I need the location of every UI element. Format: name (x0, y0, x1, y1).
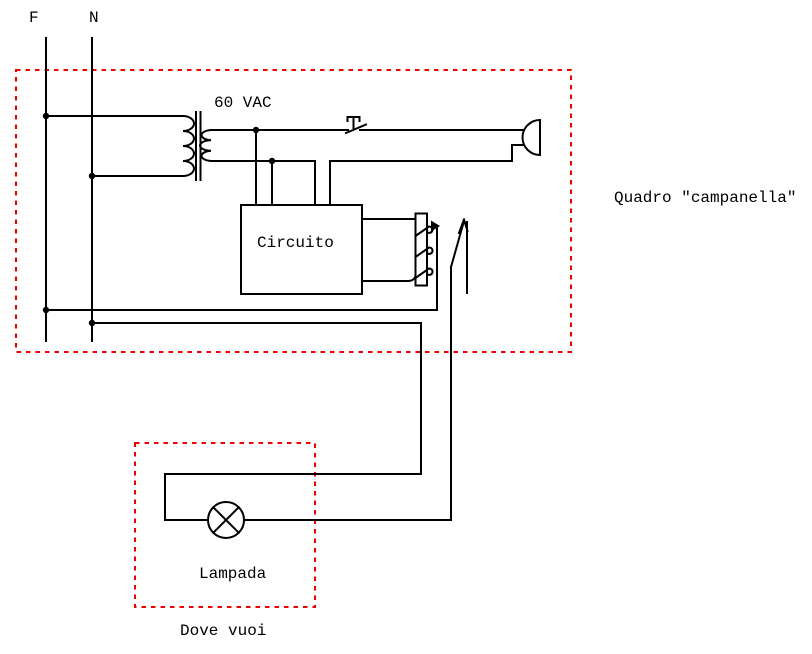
junction-dot (89, 173, 95, 179)
transformer-primary-coil (183, 116, 194, 176)
lamp-caption: Lampada (199, 565, 267, 583)
relay-arm-icon (451, 220, 468, 294)
secondary-voltage-label: 60 VAC (214, 94, 272, 112)
circuit-box-label: Circuito (257, 234, 334, 252)
junction-dot (253, 127, 259, 133)
contact-arrowhead-icon (431, 221, 440, 232)
phase-label: F (29, 9, 39, 27)
buzzer-icon (523, 120, 540, 155)
transformer-secondary-coil (200, 130, 211, 161)
lamp-panel-caption: Dove vuoi (180, 622, 267, 640)
secondary-bottom-wire (211, 161, 315, 205)
junction-dot (43, 113, 49, 119)
junction-dot (89, 320, 95, 326)
lamp-icon-cross (213, 507, 238, 532)
bell-panel-caption: Quadro "campanella" (614, 189, 797, 207)
buzzer-return-wire (330, 145, 524, 205)
junction-dot (43, 307, 49, 313)
wiring (46, 38, 540, 538)
neutral-label: N (89, 9, 99, 27)
relay-coil-bottom-wire (362, 276, 416, 281)
junction-dot (269, 158, 275, 164)
